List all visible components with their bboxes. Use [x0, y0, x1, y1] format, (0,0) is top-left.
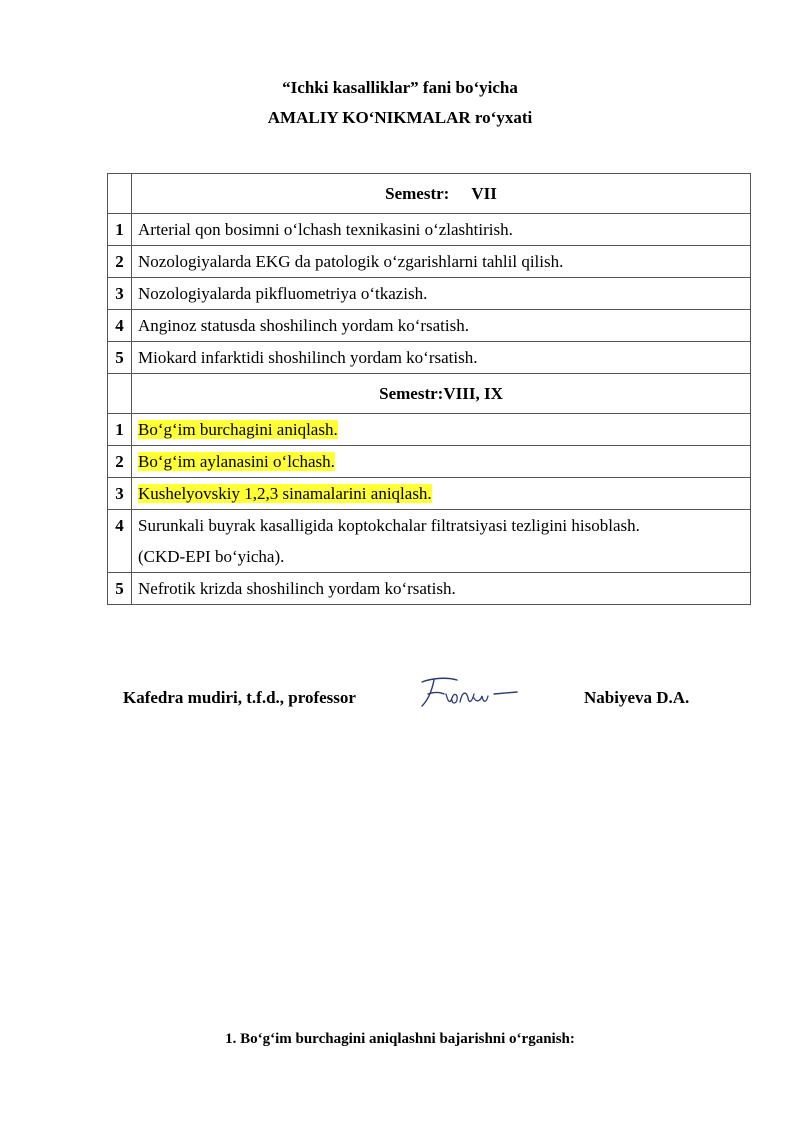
table-row: [108, 478, 751, 510]
skill-text: Miokard infarktidi shoshilinch yordam ko‘rsatish.: [132, 342, 751, 374]
table-row: [108, 573, 751, 605]
semester-value: VII: [471, 184, 497, 203]
table-row: [108, 214, 751, 246]
semester-label: [132, 174, 751, 214]
document-title: “Ichki kasalliklar” fani bo‘yicha: [282, 78, 518, 97]
table-row: [108, 246, 751, 278]
signatory-name: Nabiyeva D.A.: [584, 688, 690, 707]
skill-text: Anginoz statusda shoshilinch yordam ko‘rsatish.: [132, 310, 751, 342]
skill-text: Nozologiyalarda EKG da patologik o‘zgarishlarni tahlil qilish.: [132, 246, 751, 278]
semester-label-text: Semestr:: [385, 184, 450, 203]
handwritten-signature: [412, 672, 522, 712]
skill-text: Nozologiyalarda pikfluometriya o‘tkazish.: [132, 278, 751, 310]
table-row: [108, 310, 751, 342]
row-number: 3: [108, 478, 132, 510]
table-row: [108, 446, 751, 478]
semester-label: Semestr:VIII, IX: [132, 374, 751, 414]
row-number: 5: [108, 342, 132, 374]
skill-cell: [132, 478, 751, 510]
skill-text: Arterial qon bosimni o‘lchash texnikasini o‘zlashtirish.: [132, 214, 751, 246]
row-number: 1: [108, 214, 132, 246]
row-number: 2: [108, 246, 132, 278]
skill-text: Surunkali buyrak kasalligida koptokchalar filtratsiyasi tezligini hisoblash.: [138, 516, 640, 535]
row-number: 4: [108, 510, 132, 573]
section-heading: 1. Bo‘g‘im burchagini aniqlashni bajarishni o‘rganish:: [225, 1031, 575, 1047]
semester-header-row: [108, 174, 751, 214]
skill-cell: [132, 510, 751, 573]
skills-table: [107, 173, 751, 605]
semester-header-row: [108, 374, 751, 414]
empty-cell: [108, 174, 132, 214]
skill-text-highlighted: Bo‘g‘im aylanasini o‘lchash.: [138, 452, 335, 471]
row-number: 3: [108, 278, 132, 310]
table-row: [108, 510, 751, 573]
table-row: [108, 278, 751, 310]
skill-cell: [132, 446, 751, 478]
row-number: 1: [108, 414, 132, 446]
skill-cell: [132, 414, 751, 446]
document-subtitle: AMALIY KO‘NIKMALAR ro‘yxati: [267, 108, 533, 127]
table-row: [108, 342, 751, 374]
skill-text-continued: (CKD-EPI bo‘yicha).: [138, 547, 285, 566]
row-number: 4: [108, 310, 132, 342]
row-number: 2: [108, 446, 132, 478]
empty-cell: [108, 374, 132, 414]
row-number: 5: [108, 573, 132, 605]
skill-text-highlighted: Bo‘g‘im burchagini aniqlash.: [138, 420, 338, 439]
skill-text: Nefrotik krizda shoshilinch yordam ko‘rsatish.: [132, 573, 751, 605]
table-row: [108, 414, 751, 446]
signatory-position: Kafedra mudiri, t.f.d., professor: [123, 688, 356, 707]
skill-text-highlighted: Kushelyovskiy 1,2,3 sinamalarini aniqlash.: [138, 484, 432, 503]
